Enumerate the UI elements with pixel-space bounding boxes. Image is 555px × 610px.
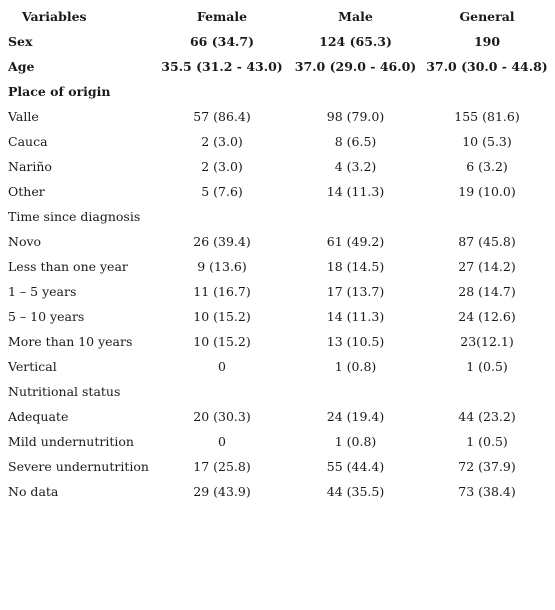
cell-female: 17 (25.8) <box>193 459 251 474</box>
row-label: Adequate <box>8 409 69 424</box>
table-row <box>6 354 551 379</box>
row-label: Mild undernutrition <box>8 434 134 449</box>
table-row <box>6 29 551 54</box>
cell-general: 87 (45.8) <box>458 234 516 249</box>
row-label: 5 – 10 years <box>8 309 85 324</box>
cell-general: 6 (3.2) <box>466 159 508 174</box>
cell-general <box>423 379 551 404</box>
table-row <box>6 304 551 329</box>
cell-general: 27 (14.2) <box>458 259 516 274</box>
cell-general: 28 (14.7) <box>458 284 516 299</box>
table-row <box>6 254 551 279</box>
cell-male <box>288 204 423 229</box>
cell-general: 155 (81.6) <box>454 109 520 124</box>
cell-general: 10 (5.3) <box>462 134 512 149</box>
table-row <box>6 404 551 429</box>
table-row <box>6 154 551 179</box>
row-label: Nutritional status <box>8 384 121 399</box>
table-row <box>6 54 551 79</box>
cell-male: 1 (0.8) <box>334 359 377 374</box>
row-label: No data <box>8 484 59 499</box>
cell-male: 18 (14.5) <box>326 259 385 274</box>
cell-male <box>288 379 423 404</box>
table-row <box>6 479 551 504</box>
cell-male: 1 (0.8) <box>334 434 377 449</box>
cell-general: 1 (0.5) <box>466 359 508 374</box>
cell-male: 98 (79.0) <box>326 109 385 124</box>
cell-male: 55 (44.4) <box>326 459 385 474</box>
cell-male: 124 (65.3) <box>319 34 392 49</box>
cell-female: 57 (86.4) <box>193 109 251 124</box>
row-label: Sex <box>8 34 33 49</box>
cell-male: 17 (13.7) <box>326 284 385 299</box>
table-row <box>6 329 551 354</box>
row-label: Cauca <box>8 134 48 149</box>
table-row <box>6 79 551 104</box>
cell-female <box>156 204 288 229</box>
cell-male: 44 (35.5) <box>326 484 385 499</box>
cell-male: 14 (11.3) <box>326 184 385 199</box>
cell-general <box>423 204 551 229</box>
row-label: Severe undernutrition <box>8 459 149 474</box>
table-row <box>6 179 551 204</box>
table-row <box>6 429 551 454</box>
table-row <box>6 229 551 254</box>
cell-male: 8 (6.5) <box>334 134 377 149</box>
row-label: 1 – 5 years <box>8 284 77 299</box>
demographics-table <box>6 4 551 504</box>
row-label: Vertical <box>8 359 57 374</box>
table-row <box>6 204 551 229</box>
header-variables: Variables <box>22 9 87 24</box>
cell-female: 0 <box>218 359 226 374</box>
cell-female: 35.5 (31.2 - 43.0) <box>161 59 283 74</box>
table-row <box>6 454 551 479</box>
cell-female: 10 (15.2) <box>193 309 251 324</box>
table-header-row <box>6 4 551 29</box>
row-label: Other <box>8 184 45 199</box>
cell-female: 29 (43.9) <box>193 484 251 499</box>
cell-general: 37.0 (30.0 - 44.8) <box>426 59 548 74</box>
table-row <box>6 279 551 304</box>
table-row <box>6 379 551 404</box>
cell-female: 26 (39.4) <box>193 234 251 249</box>
table-row <box>6 129 551 154</box>
header-female: Female <box>196 9 248 24</box>
cell-general: 190 <box>473 34 501 49</box>
cell-general: 72 (37.9) <box>458 459 516 474</box>
header-male: Male <box>338 9 373 24</box>
table-body <box>6 29 551 504</box>
cell-male: 37.0 (29.0 - 46.0) <box>294 59 417 74</box>
cell-female: 9 (13.6) <box>197 259 247 274</box>
table-row <box>6 104 551 129</box>
cell-male <box>288 79 423 104</box>
row-label: Time since diagnosis <box>8 209 141 224</box>
row-label: Nariño <box>8 159 52 174</box>
row-label: Novo <box>8 234 42 249</box>
row-label: More than 10 years <box>8 334 133 349</box>
cell-female: 66 (34.7) <box>189 34 255 49</box>
row-label: Place of origin <box>8 84 111 99</box>
cell-general: 19 (10.0) <box>458 184 516 199</box>
cell-general: 73 (38.4) <box>458 484 516 499</box>
header-general: General <box>459 9 515 24</box>
row-label: Age <box>8 59 35 74</box>
cell-female: 20 (30.3) <box>193 409 251 424</box>
cell-male: 4 (3.2) <box>334 159 377 174</box>
row-label: Valle <box>8 109 39 124</box>
cell-general <box>423 79 551 104</box>
cell-male: 13 (10.5) <box>326 334 385 349</box>
cell-male: 61 (49.2) <box>326 234 385 249</box>
cell-female: 10 (15.2) <box>193 334 251 349</box>
cell-female: 5 (7.6) <box>201 184 243 199</box>
cell-general: 23(12.1) <box>460 334 514 349</box>
cell-general: 24 (12.6) <box>458 309 516 324</box>
cell-female: 0 <box>218 434 226 449</box>
cell-female <box>156 379 288 404</box>
cell-general: 1 (0.5) <box>466 434 508 449</box>
cell-female: 2 (3.0) <box>201 159 243 174</box>
cell-male: 14 (11.3) <box>326 309 385 324</box>
cell-female: 11 (16.7) <box>193 284 251 299</box>
cell-male: 24 (19.4) <box>326 409 385 424</box>
cell-female: 2 (3.0) <box>201 134 243 149</box>
row-label: Less than one year <box>8 259 128 274</box>
cell-general: 44 (23.2) <box>458 409 516 424</box>
cell-female <box>156 79 288 104</box>
